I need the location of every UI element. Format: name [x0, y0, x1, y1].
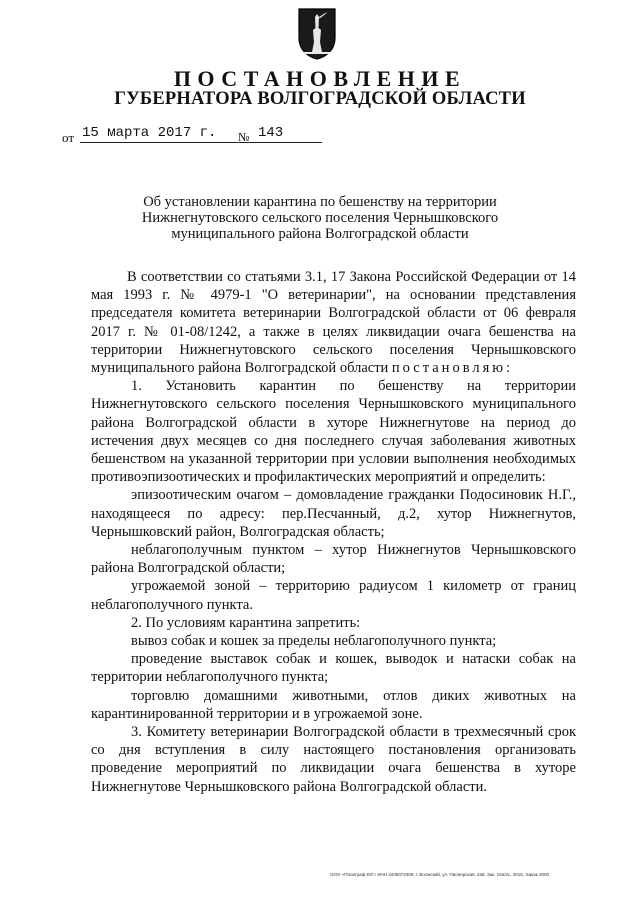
decree-word: постановляю:	[391, 360, 514, 377]
item-1-unsafe-point-paragraph: неблагополучным пунктом – хутор Нижнегнутов Чернышковского района Волгоградской области;	[91, 542, 576, 577]
item-2-export-ban-paragraph: вывоз собак и кошек за пределы неблагополучного пункта;	[131, 633, 497, 650]
preamble-text: В соответствии со статьями 3.1, 17 Закона Российской Федерации от 14 мая 1993 г. № 4979-1 "О ветеринарии", на основании представления председателя комитета ветеринарии Волгоградской области от 06 февраля 2017 г. № 01-08/1242, а также в целях ликвидации очага бешенства на территории Нижнегнутовского сельского поселения Чернышковского муниципального района Волгоградской области	[91, 269, 576, 377]
subject-line: муниципального района Волгоградской области	[171, 226, 469, 242]
item-1-paragraph: 1. Установить карантин по бешенству на территории Нижнегнутовского сельского поселения Чернышковского муниципального района Волгоградской области в хуторе Нижнегнутове на период до истечения двух месяцев со дня последнего случая заболевания животных бешенством на указанной территории при условии выполнения необходимых противоэпизоотических и профилактических мероприятий и определить:	[91, 378, 576, 486]
item-1-outbreak-paragraph: эпизоотическим очагом – домовладение гражданки Подосиновик Н.Г., находящееся по адресу: пер.Песчанный, д.2, хутор Нижнегнутов, Чернышковский район, Волгоградская область;	[91, 487, 576, 540]
item-2-paragraph: 2. По условиям карантина запретить:	[131, 614, 361, 631]
preamble-paragraph	[91, 268, 576, 377]
item-2-trade-ban-paragraph: торговлю домашними животными, отлов диких животных на карантинированной территории и в угрожаемой зоне.	[91, 687, 576, 722]
document-number: 143	[254, 124, 322, 143]
item-1-threat-zone-paragraph: угрожаемой зоной – территорию радиусом 1 километр от границ неблагополучного пункта.	[91, 578, 576, 613]
document-type-title: ПОСТАНОВЛЕНИЕ	[173, 66, 467, 91]
document-date: 15 марта 2017 г.	[80, 124, 296, 143]
number-prefix: №	[238, 130, 250, 144]
item-3-paragraph: 3. Комитету ветеринарии Волгоградской области в трехмесячный срок со дня вступления в силу настоящего постановления организовать проведение мероприятий по ликвидации очага бешенства в хуторе Нижнегнутове Чернышковского района Волгоградской области.	[91, 724, 576, 795]
date-prefix: от	[62, 130, 75, 145]
date-number-line	[62, 124, 362, 148]
subject-line: Об установлении карантина по бешенству на территории	[143, 194, 497, 210]
printer-imprint: ООО «Полиграф-ЮГ» ИНН 3435072309, г. Волжский, ул. Пионерская, 2а8. Зак. 19a/2с, 2015, тираж 3000	[330, 872, 550, 877]
document-body	[91, 268, 576, 796]
document-subject	[90, 194, 550, 242]
item-2-exhibition-ban-paragraph: проведение выставок собак и кошек, выводок и натаски собак на территории неблагополучного пункта;	[91, 651, 576, 686]
issuer-title: ГУБЕРНАТОРА ВОЛГОГРАДСКОЙ ОБЛАСТИ	[114, 89, 526, 109]
subject-line: Нижнегнутовского сельского поселения Чернышковского	[141, 210, 499, 226]
coat-of-arms-icon	[298, 8, 336, 60]
